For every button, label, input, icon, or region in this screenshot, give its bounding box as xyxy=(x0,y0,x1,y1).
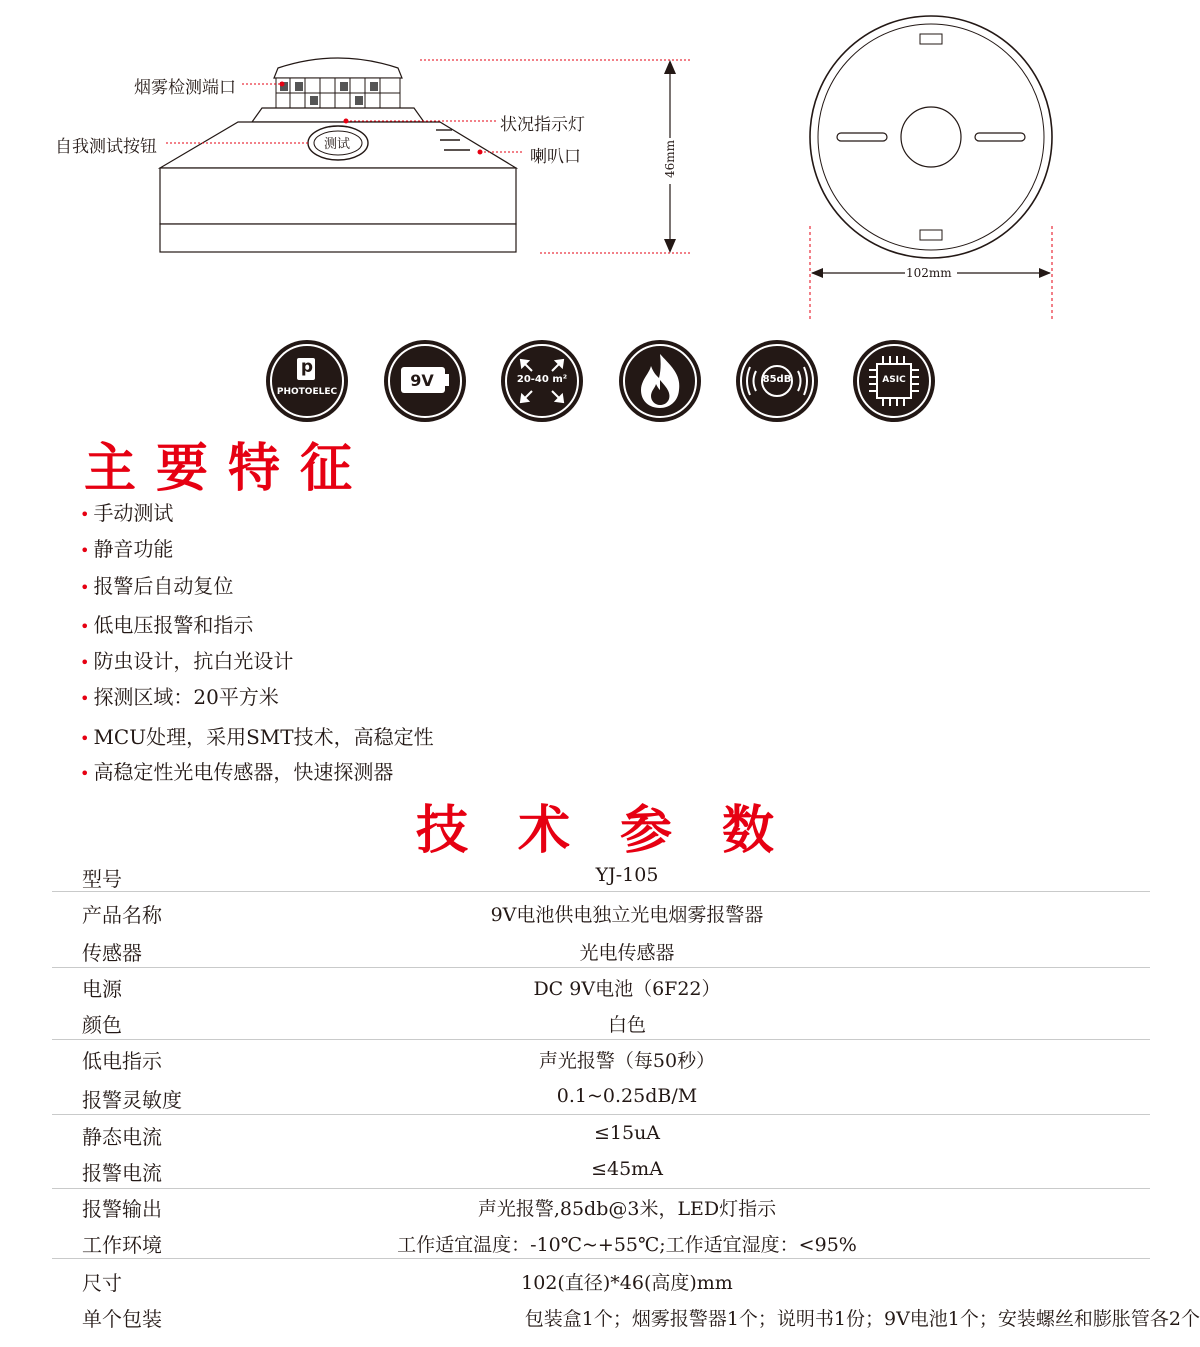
spec-divider xyxy=(52,1258,1150,1259)
photoelectric-badge xyxy=(266,340,348,422)
features-title: 主要特征 xyxy=(84,439,373,499)
test-button-text: 测试 xyxy=(324,137,351,152)
spec-divider xyxy=(52,891,1150,892)
photoelectric-text: PHOTOELEC xyxy=(276,387,338,397)
spec-row: 报警输出 声光报警,85db@3米，LED灯指示 xyxy=(82,1197,777,1221)
specs-title: 技术参数 xyxy=(416,801,825,861)
feature-item: • 低电压报警和指示 xyxy=(80,613,254,637)
sound-badge xyxy=(736,340,818,422)
spec-row: 尺寸 102(直径)*46(高度)mm xyxy=(82,1271,733,1295)
flame-badge xyxy=(619,340,701,422)
battery-text: 9V xyxy=(410,371,434,390)
feature-item: • 报警后自动复位 xyxy=(80,574,234,598)
sound-text: 85dB xyxy=(762,374,792,385)
self-test-button-label: 自我测试按钮 xyxy=(55,137,157,157)
smoke-port-label: 烟雾检测端口 xyxy=(134,78,236,98)
asic-text: ASIC xyxy=(882,375,906,385)
feature-item: • 手动测试 xyxy=(80,501,174,525)
spec-row: 产品名称 9V电池供电独立光电烟雾报警器 xyxy=(82,903,764,927)
spec-row: 传感器 光电传感器 xyxy=(82,941,675,965)
feature-item: • MCU处理，采用SMT技术，高稳定性 xyxy=(80,725,434,749)
area-badge xyxy=(501,340,583,422)
photoelectric-mark: p xyxy=(300,357,314,377)
speaker-port-label: 喇叭口 xyxy=(530,147,581,167)
status-led-label: 状况指示灯 xyxy=(500,115,585,135)
spec-row: 静态电流 ≤15uA xyxy=(82,1122,661,1149)
spec-row: 低电指示 声光报警（每50秒） xyxy=(82,1049,716,1073)
flame-icon xyxy=(619,340,701,422)
spec-row: 报警电流 ≤45mA xyxy=(82,1158,663,1185)
feature-item: • 高稳定性光电传感器，快速探测器 xyxy=(80,760,394,784)
feature-item: • 防虫设计，抗白光设计 xyxy=(80,649,294,673)
top-view-drawing xyxy=(790,0,1080,330)
diameter-dimension: 102mm xyxy=(906,266,952,280)
spec-row: 电源 DC 9V电池（6F22） xyxy=(82,977,721,1001)
asic-badge xyxy=(853,340,935,422)
feature-item: • 静音功能 xyxy=(80,537,174,561)
spec-row: 单个包装 包装盒1个；烟雾报警器1个；说明书1份；9V电池1个；安装螺丝和膨胀管各2个 xyxy=(82,1307,1200,1331)
spec-row: 型号 YJ-105 xyxy=(82,864,659,891)
spec-row: 报警灵敏度 0.1~0.25dB/M xyxy=(82,1085,698,1112)
area-text: 20-40 m² xyxy=(516,374,568,385)
spec-row: 工作环境 工作适宜温度：-10℃~+55℃;工作适宜湿度：<95% xyxy=(82,1233,857,1257)
feature-item: • 探测区域：20平方米 xyxy=(80,685,279,709)
height-dimension: 46mm xyxy=(663,139,677,179)
spec-row: 颜色 白色 xyxy=(82,1013,646,1037)
battery-badge xyxy=(384,340,466,422)
